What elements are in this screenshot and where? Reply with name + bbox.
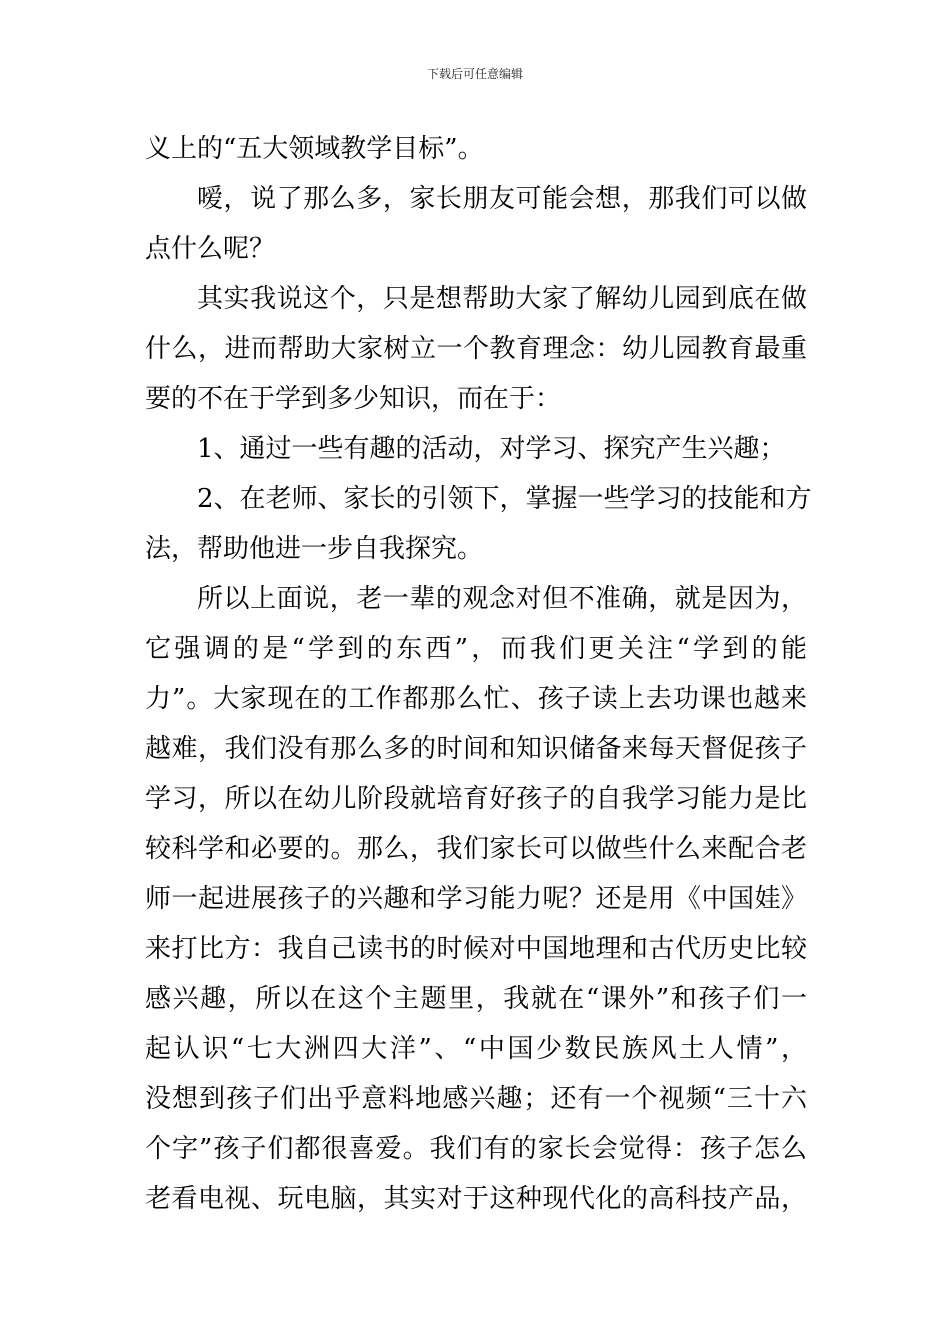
text-line: 什么，进而帮助大家树立一个教育理念：幼儿园教育最重	[145, 334, 807, 364]
text-line: 其实我说这个，只是想帮助大家了解幼儿园到底在做	[197, 284, 807, 314]
text-line: 没想到孩子们出乎意料地感兴趣；还有一个视频“三十六	[145, 1084, 807, 1114]
text-line: 点什么呢？	[145, 234, 276, 264]
text-line: 法，帮助他进一步自我探究。	[145, 534, 484, 564]
text-line: 嗳，说了那么多，家长朋友可能会想，那我们可以做	[197, 184, 807, 214]
text-line: 来打比方：我自己读书的时候对中国地理和古代历史比较	[145, 934, 807, 964]
text-line: 越难，我们没有那么多的时间和知识储备来每天督促孩子	[145, 734, 807, 764]
text-line: 所以上面说，老一辈的观念对但不准确，就是因为，	[197, 584, 807, 614]
text-line: 老看电视、玩电脑，其实对于这种现代化的高科技产品，	[145, 1184, 807, 1214]
text-line: 2、在老师、家长的引领下，掌握一些学习的技能和方	[197, 484, 812, 514]
text-line: 学习，所以在幼儿阶段就培育好孩子的自我学习能力是比	[145, 784, 807, 814]
page-header: 下载后可任意编辑	[426, 67, 523, 81]
text-line: 要的不在于学到多少知识，而在于：	[145, 384, 562, 414]
text-line: 义上的“五大领域教学目标”。	[145, 134, 484, 164]
text-line: 较科学和必要的。那么，我们家长可以做些什么来配合老	[145, 834, 807, 864]
text-line: 起认识“七大洲四大洋”、“中国少数民族风土人情”，	[145, 1034, 807, 1064]
text-line: 感兴趣，所以在这个主题里，我就在“课外”和孩子们一	[145, 984, 807, 1014]
text-line: 师一起进展孩子的兴趣和学习能力呢？还是用《中国娃》	[145, 884, 807, 914]
document-body	[145, 124, 812, 1224]
text-line: 它强调的是“学到的东西”，而我们更关注“学到的能	[145, 634, 807, 664]
text-line: 力”。大家现在的工作都那么忙、孩子读上去功课也越来	[145, 684, 807, 714]
text-line: 个字”孩子们都很喜爱。我们有的家长会觉得：孩子怎么	[145, 1134, 807, 1164]
text-line: 1、通过一些有趣的活动，对学习、探究产生兴趣；	[197, 434, 786, 464]
